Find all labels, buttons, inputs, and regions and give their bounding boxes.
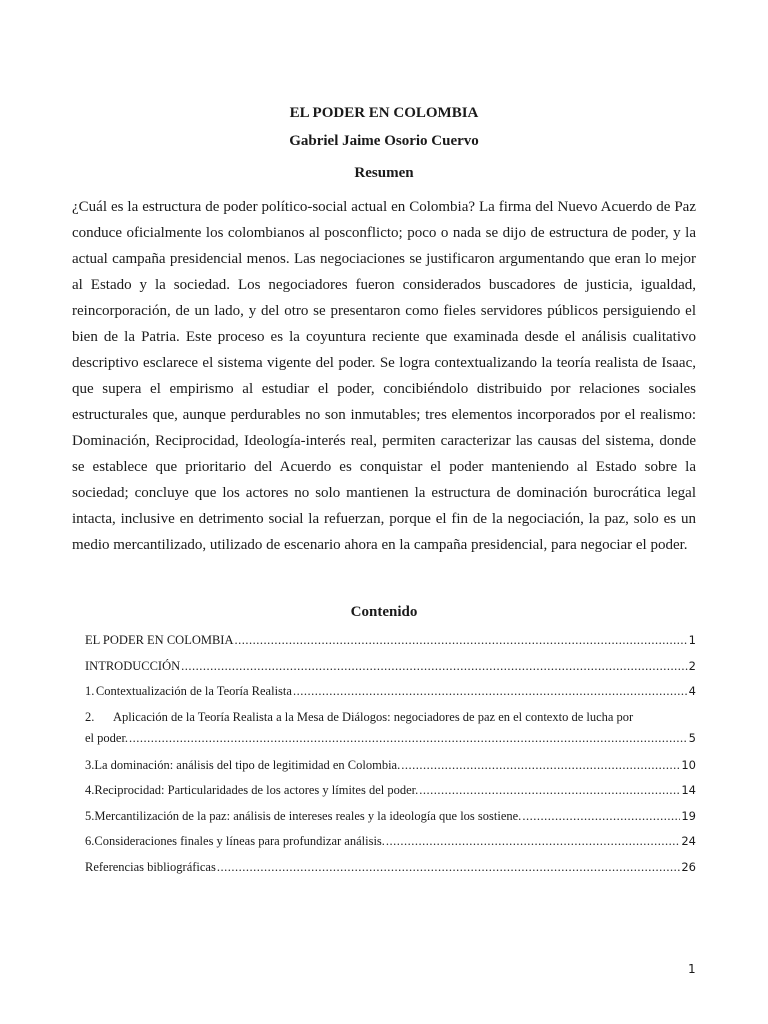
toc-heading: Contenido (350, 604, 418, 620)
toc-entry-el-poder[interactable] (85, 629, 696, 655)
abstract-heading: Resumen (354, 165, 414, 181)
toc-entry-page: 4 (688, 684, 696, 698)
toc-entry-label: Contextualización de la Teoría Realista (95, 684, 292, 698)
toc-dot-leader (217, 856, 681, 878)
toc-entry-label: Consideraciones finales y líneas para profundizar análisis. (94, 834, 385, 848)
toc-dot-leader (401, 754, 680, 776)
toc-dot-leader (386, 830, 680, 852)
toc-entry-label: Reciprocidad: Particularidades de los actores y límites del poder. (94, 783, 419, 797)
toc-entry-number: 2. (85, 709, 95, 724)
toc-entry-section-2[interactable] (85, 706, 696, 754)
toc-dot-leader (293, 680, 688, 702)
toc-dot-leader (235, 629, 688, 651)
toc-entry-page: 1 (688, 633, 696, 647)
toc-dot-leader (181, 655, 688, 677)
toc-entry-number: 4. (85, 783, 95, 797)
toc-entry-section-3[interactable] (85, 754, 696, 780)
toc-entry-page: 26 (681, 859, 696, 874)
toc-entry-section-6[interactable] (85, 830, 696, 856)
toc-dot-leader (522, 805, 680, 827)
table-of-contents (85, 629, 696, 881)
toc-entry-referencias[interactable] (85, 856, 696, 882)
toc-entry-section-5[interactable] (85, 805, 696, 831)
toc-entry-label: INTRODUCCIÓN (85, 658, 181, 673)
toc-entry-number: 5. (85, 808, 95, 823)
toc-entry-label: Referencias bibliográficas (85, 859, 216, 874)
toc-entry-page: 24 (681, 834, 696, 848)
toc-entry-introduccion[interactable] (85, 655, 696, 681)
toc-dot-leader (129, 728, 688, 748)
toc-entry-section-1[interactable] (85, 680, 696, 706)
page-number: 1 (688, 962, 696, 976)
abstract-paragraph: ¿Cuál es la estructura de poder político-social actual en Colombia? La firma del Nuevo Acuerdo de Paz conduce oficialmente los colombianos al posconflicto; poco o nada se dijo de estructura de poder, y la actual campaña presidencial menos. Las negociaciones se justificaron argumentando que eran lo mejor al Estado y la sociedad. Los negociadores fueron considerados buscadores de justicia, igualdad, reincorporación, de un lado, y del otro se presentaron como fieles servidores públicos persiguiendo el bien de la Patria. Este proceso es la coyuntura reciente que examinada desde el análisis cualitativo descriptivo esclarece el sistema vigente del poder. Se logra contextualizando la teoría realista de Isaac, que supera el empirismo al estudiar el poder, concibiéndolo distribuido por relaciones sociales estructurales que, aunque perdurables no son inmutables; tres elementos incorporados por el realismo: Dominación, Reciprocidad, Ideología-interés real, permiten caracterizar las causas del sistema, donde se establece que prioritario del Acuerdo es conquistar el poder manteniendo al Estado sobre la sociedad; concluye que los actores no solo mantienen la estructura de dominación burocrática legal intacta, inclusive en detrimento social la refuerzan, porque el fin de la negociación, la paz, solo es un medio mercantilizado, utilizado de escenario ahora en la campaña presidencial, para negociar el poder. (72, 199, 696, 553)
toc-entry-page: 10 (681, 757, 696, 772)
toc-entry-label: Aplicación de la Teoría Realista a la Mesa de Diálogos: negociadores de paz en el contexto de lucha por (113, 709, 634, 724)
toc-entry-label: La dominación: análisis del tipo de legitimidad en Colombia. (94, 757, 401, 772)
document-title: EL PODER EN COLOMBIA (289, 105, 479, 121)
toc-entry-number: 1. (85, 684, 95, 698)
toc-dot-leader (419, 779, 680, 801)
toc-entry-page: 19 (681, 808, 696, 823)
toc-entry-number: 6. (85, 834, 95, 848)
toc-entry-number: 3. (85, 757, 95, 772)
toc-entry-page: 2 (688, 658, 696, 673)
toc-entry-page: 5 (688, 730, 696, 745)
author-name: Gabriel Jaime Osorio Cuervo (289, 133, 479, 149)
toc-entry-section-4[interactable] (85, 779, 696, 805)
toc-entry-label-continued: el poder. (85, 730, 129, 745)
toc-entry-page: 14 (681, 783, 696, 797)
toc-entry-label: EL PODER EN COLOMBIA (85, 633, 234, 647)
toc-entry-label: Mercantilización de la paz: análisis de intereses reales y la ideología que los sostiene. (94, 808, 522, 823)
